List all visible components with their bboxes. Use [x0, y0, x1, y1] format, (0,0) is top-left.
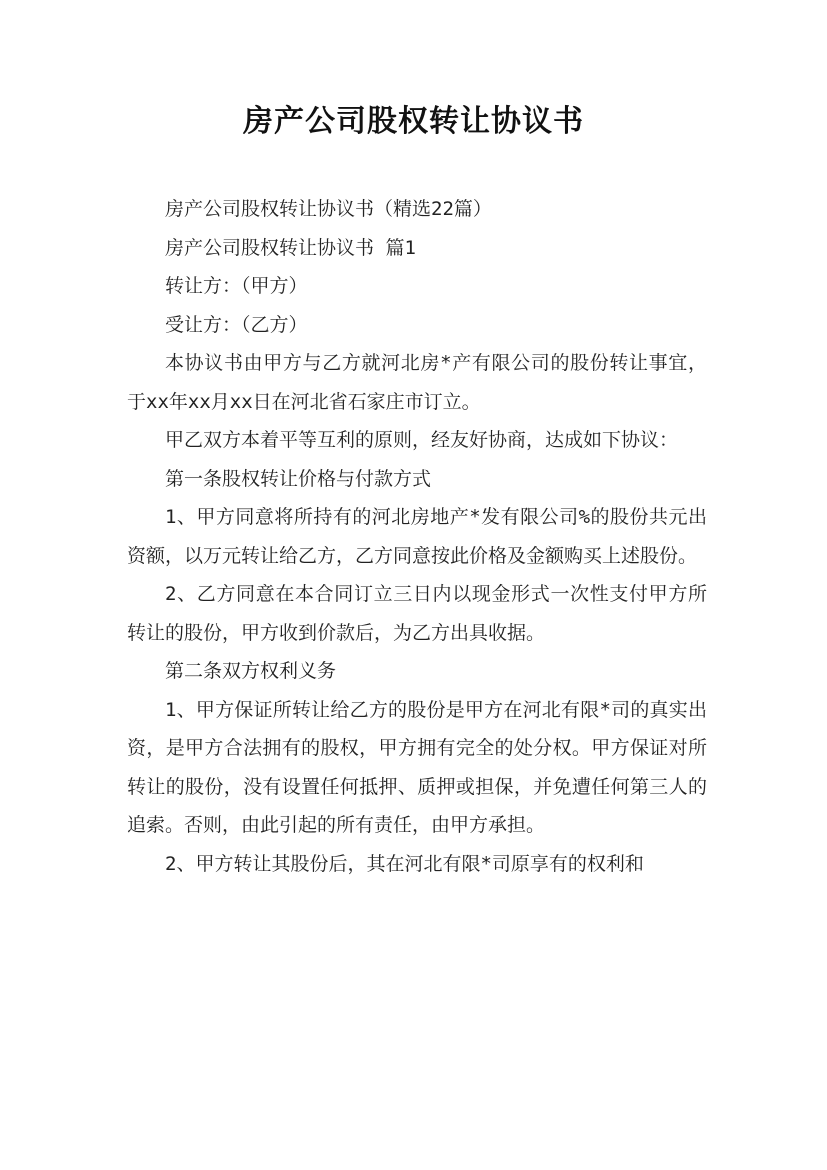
- paragraph-intro: 本协议书由甲方与乙方就河北房*产有限公司的股份转让事宜，于xx年xx月xx日在河北省石家庄市订立。: [127, 352, 707, 413]
- paragraph-article-2-heading: 第二条双方权利义务: [165, 660, 337, 682]
- paragraph-article-2-item-2: 2、甲方转让其股份后，其在河北有限*司原享有的权利和: [165, 852, 644, 875]
- paragraph-transferor: 转让方：（甲方）: [165, 275, 308, 297]
- paragraph-agreement: 甲乙双方本着平等互利的原则，经友好协商，达成如下协议：: [165, 429, 679, 451]
- paragraph-article-1-heading: 第一条股权转让价格与付款方式: [165, 467, 432, 490]
- paragraph-article-2-item-1: 1、甲方保证所转让给乙方的股份是甲方在河北有限*司的真实出资，是甲方合法拥有的股权，甲方拥有完全的处分权。甲方保证对所转让的股份，没有设置任何抵押、质押或担保，并免遭任何第三人的追索。否则，由此引起的所有责任，由甲方承担。: [127, 698, 707, 836]
- paragraph-section-heading: 房产公司股权转让协议书 篇1: [165, 236, 416, 259]
- paragraph-article-1-item-1: 1、甲方同意将所持有的河北房地产*发有限公司%的股份共元出资额，以万元转让给乙方，乙方同意按此价格及金额购买上述股份。: [127, 506, 707, 567]
- paragraph-article-1-item-2: 2、乙方同意在本合同订立三日内以现金形式一次性支付甲方所转让的股份，甲方收到价款后，为乙方出具收据。: [127, 583, 707, 644]
- paragraph-subtitle: 房产公司股权转让协议书（精选22篇）: [165, 198, 492, 220]
- document-title: 房产公司股权转让协议书: [243, 104, 584, 139]
- paragraph-transferee: 受让方：（乙方）: [165, 313, 308, 336]
- document-body: [127, 190, 707, 883]
